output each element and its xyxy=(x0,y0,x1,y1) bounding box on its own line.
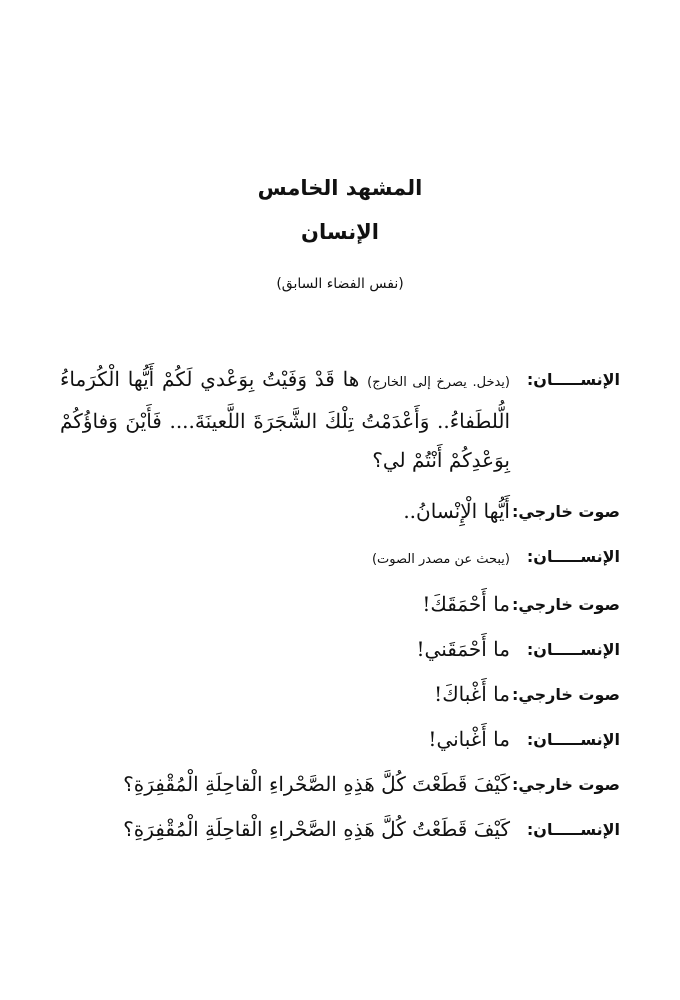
speaker-label: الإنســـــان: xyxy=(526,547,620,566)
dialogue-block xyxy=(60,360,620,855)
dialogue-text: ها قَدْ وَفَيْتُ بِوَعْدي لَكُمْ أَيُّها الْكُرَماءُ الُّلطَفاءُ.. وَأَعْدَمْتُ تِلْكَ الشَّجَرَةَ اللَّعينَةَ.... فَأَيْنَ وَفاؤُكُمْ بِوَعْدِكُمْ أَنْتُمْ لي؟ xyxy=(60,367,510,472)
stage-direction: (يدخل. يصرخ إلى الخارج) xyxy=(367,375,510,390)
dialogue-line xyxy=(60,675,620,714)
dialogue-text: ما أَحْمَقَكَ! xyxy=(422,592,510,616)
dialogue-text: كَيْفَ قَطَعْتَ كُلَّ هَذِهِ الصَّحْراءِ الْقاحِلَةِ الْمُقْفِرَةِ؟ xyxy=(123,772,510,796)
dialogue-line xyxy=(60,765,620,804)
scene-title: المشهد الخامس xyxy=(257,176,423,200)
dialogue-text: أَيُّها الْإِنْسانُ.. xyxy=(403,499,510,523)
speaker-label: صوت خارجي: xyxy=(511,685,620,704)
speaker-label: الإنســـــان: xyxy=(526,370,620,389)
dialogue-text: ما أَغْباني! xyxy=(428,727,510,751)
dialogue-line xyxy=(60,720,620,759)
scene-subtitle: الإنسان xyxy=(301,220,379,244)
dialogue-line xyxy=(60,630,620,669)
dialogue-line xyxy=(60,585,620,624)
speaker-label: الإنســـــان: xyxy=(526,730,620,749)
dialogue-text: ما أَغْباكَ! xyxy=(434,682,510,706)
speaker-label: صوت خارجي: xyxy=(511,775,620,794)
dialogue-line xyxy=(60,810,620,849)
speaker-label: صوت خارجي: xyxy=(511,595,620,614)
dialogue-line xyxy=(60,537,620,579)
speaker-label: صوت خارجي: xyxy=(511,502,620,521)
dialogue-line xyxy=(60,360,620,480)
speaker-label: الإنســـــان: xyxy=(526,820,620,839)
dialogue-text: كَيْفَ قَطَعْتُ كُلَّ هَذِهِ الصَّحْراءِ الْقاحِلَةِ الْمُقْفِرَةِ؟ xyxy=(123,817,510,841)
dialogue-line xyxy=(60,492,620,531)
speaker-label: الإنســـــان: xyxy=(526,640,620,659)
dialogue-text: ما أَحْمَقَني! xyxy=(416,637,510,661)
stage-direction: (يبحث عن مصدر الصوت) xyxy=(371,552,510,567)
stage-setting: (نفس الفضاء السابق) xyxy=(276,276,404,292)
